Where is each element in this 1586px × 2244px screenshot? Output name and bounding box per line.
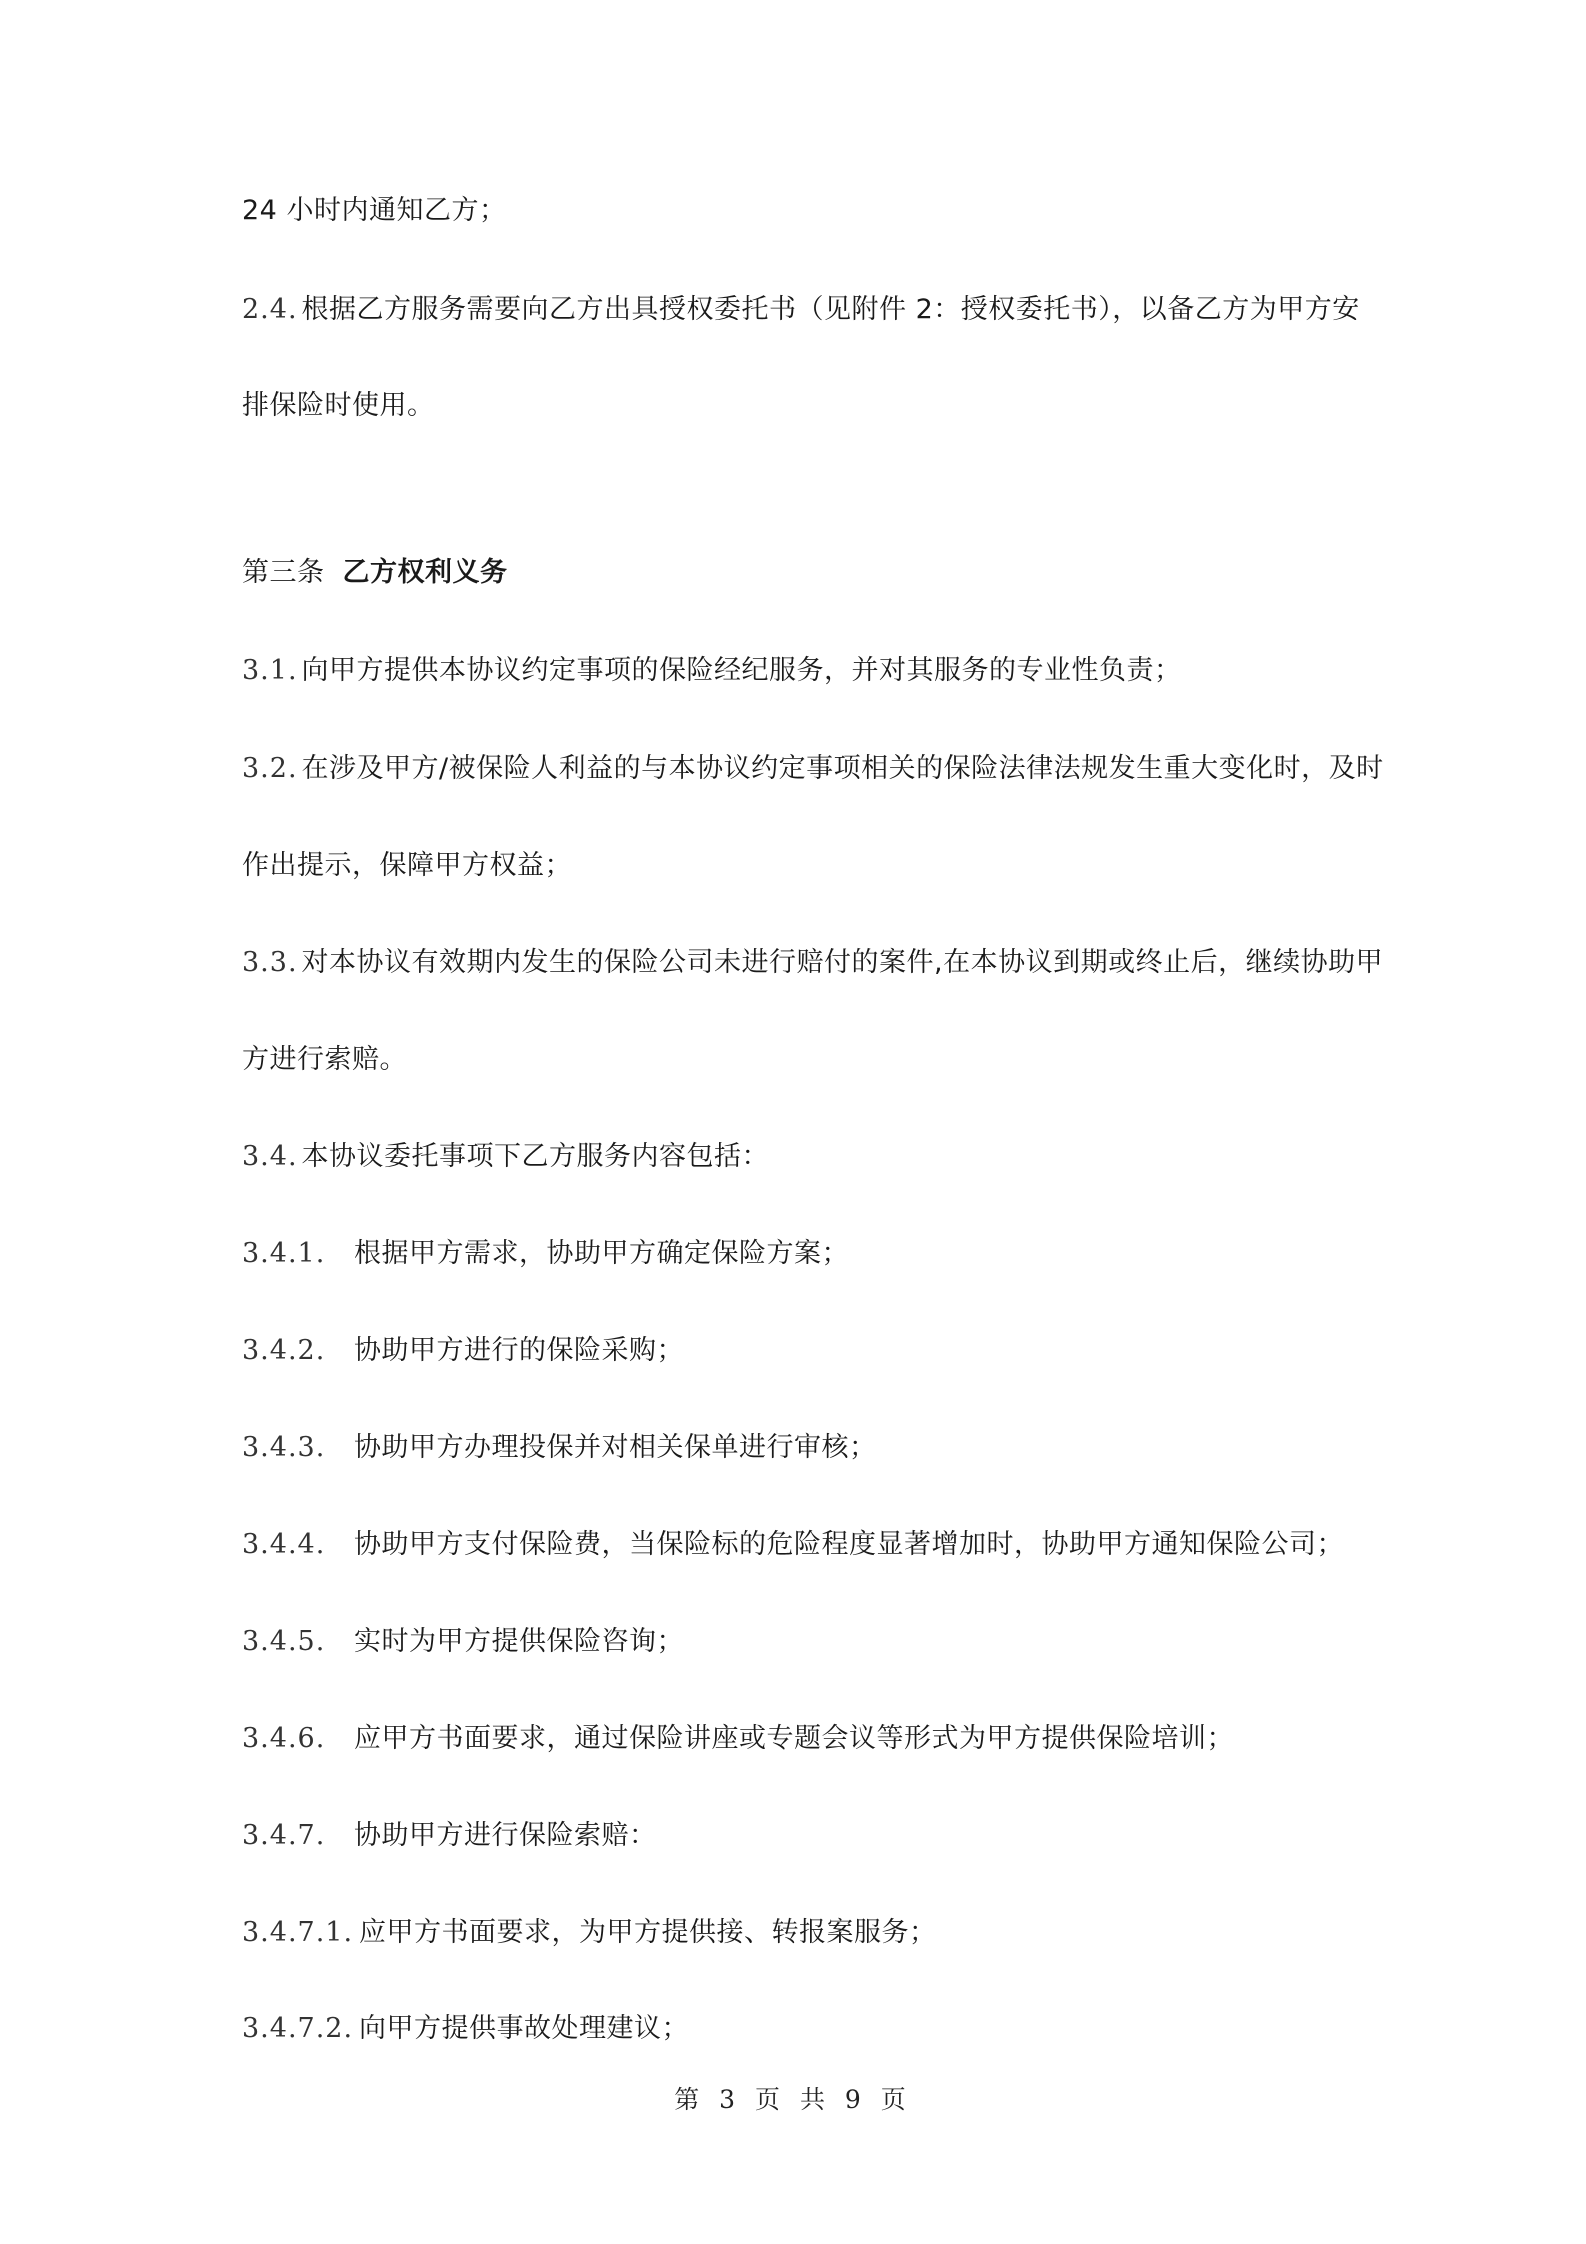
line-text: 24 小时内通知乙方；	[242, 195, 507, 226]
clause-3-4-5	[242, 1622, 684, 1662]
paragraph-line	[242, 846, 572, 886]
paragraph-line	[242, 191, 506, 231]
page-footer: 第 3 页 共 9 页	[674, 2085, 912, 2114]
clause-text: 应甲方书面要求，通过保险讲座或专题会议等形式为甲方提供保险培训；	[354, 1723, 1234, 1754]
clause-number: 3.4.3.	[242, 1432, 326, 1463]
clause-number: 3.4.1.	[242, 1238, 326, 1269]
clause-text: 协助甲方进行保险索赔：	[354, 1820, 657, 1851]
clause-3-4-7-2	[242, 2009, 689, 2049]
clause-text: 协助甲方支付保险费，当保险标的危险程度显著增加时，协助甲方通知保险公司；	[354, 1529, 1344, 1560]
clause-2-4	[242, 290, 1360, 330]
clause-3-1	[242, 651, 1182, 691]
clause-text: 协助甲方办理投保并对相关保单进行审核；	[354, 1432, 877, 1463]
line-text: 排保险时使用。	[242, 390, 435, 421]
clause-text: 根据甲方需求，协助甲方确定保险方案；	[354, 1238, 849, 1269]
clause-3-4-3	[242, 1428, 877, 1468]
clause-number: 3.4.2.	[242, 1335, 326, 1366]
clause-3-4-6	[242, 1719, 1234, 1759]
section-heading	[242, 553, 508, 593]
clause-number: 3.4.5.	[242, 1626, 326, 1657]
clause-text: 在涉及甲方/被保险人利益的与本协议约定事项相关的保险法律法规发生重大变化时，及时	[301, 753, 1384, 784]
line-text: 作出提示，保障甲方权益；	[242, 850, 572, 881]
clause-3-4-4	[242, 1525, 1344, 1565]
clause-text: 实时为甲方提供保险咨询；	[354, 1626, 684, 1657]
clause-text: 协助甲方进行的保险采购；	[354, 1335, 684, 1366]
clause-number: 3.4.7.2.	[242, 2013, 354, 2044]
clause-number: 3.4.7.	[242, 1820, 326, 1851]
clause-text: 本协议委托事项下乙方服务内容包括：	[301, 1141, 770, 1172]
clause-number: 3.4.	[242, 1141, 298, 1172]
clause-text: 对本协议有效期内发生的保险公司未进行赔付的案件,在本协议到期或终止后，继续协助甲	[301, 947, 1384, 978]
clause-number: 3.1.	[242, 655, 298, 686]
clause-3-2	[242, 749, 1384, 789]
clause-text: 向甲方提供事故处理建议；	[359, 2013, 690, 2044]
clause-text: 应甲方书面要求，为甲方提供接、转报案服务；	[359, 1917, 937, 1948]
clause-3-4-2	[242, 1331, 684, 1371]
clause-number: 3.4.7.1.	[242, 1917, 354, 1948]
paragraph-line	[242, 386, 435, 426]
line-text: 方进行索赔。	[242, 1044, 407, 1075]
clause-number: 3.3.	[242, 947, 298, 978]
clause-number: 3.4.4.	[242, 1529, 326, 1560]
clause-3-4-1	[242, 1234, 849, 1274]
paragraph-line	[242, 1040, 407, 1080]
clause-3-3	[242, 943, 1383, 983]
section-number: 第三条	[242, 557, 325, 588]
section-title: 乙方权利义务	[342, 557, 508, 588]
clause-number: 3.4.6.	[242, 1723, 326, 1754]
clause-text: 根据乙方服务需要向乙方出具授权委托书（见附件 2：授权委托书），以备乙方为甲方安	[301, 294, 1360, 325]
clause-number: 3.2.	[242, 753, 298, 784]
clause-number: 2.4.	[242, 294, 298, 325]
clause-text: 向甲方提供本协议约定事项的保险经纪服务，并对其服务的专业性负责；	[301, 655, 1182, 686]
clause-3-4-7-1	[242, 1913, 937, 1953]
clause-3-4-7	[242, 1816, 657, 1856]
clause-3-4	[242, 1137, 769, 1177]
